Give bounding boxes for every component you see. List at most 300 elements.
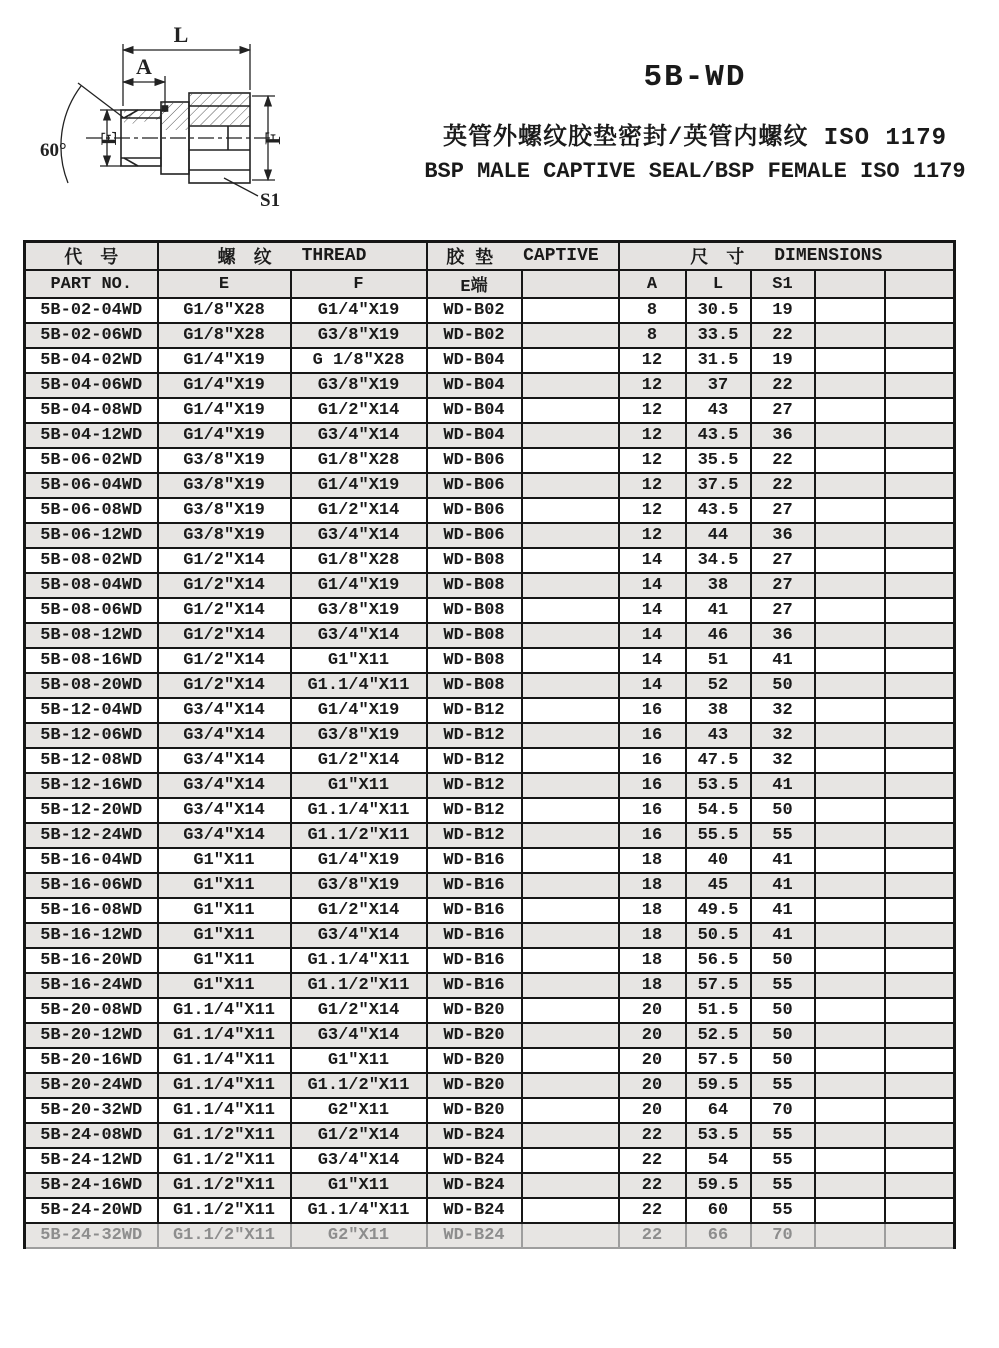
cell-dim-s1: 36 (751, 523, 815, 548)
table-row (25, 873, 955, 898)
cell-dim-l: 59.5 (686, 1073, 751, 1098)
cell-dim-s1: 55 (751, 1073, 815, 1098)
fitting-technical-drawing (28, 20, 293, 218)
cell-dim-l: 41 (686, 598, 751, 623)
cell-dim-extra-1 (815, 1073, 885, 1098)
cell-dim-l: 56.5 (686, 948, 751, 973)
cell-captive-e-end: WD-B12 (427, 798, 522, 823)
cell-dim-a: 14 (619, 673, 686, 698)
cell-dim-extra-2 (885, 873, 955, 898)
cell-dim-extra-1 (815, 923, 885, 948)
cell-captive-e-end: WD-B04 (427, 348, 522, 373)
thread-label-en: THREAD (301, 246, 367, 266)
table-row (25, 723, 955, 748)
table-row (25, 848, 955, 873)
cell-dim-s1: 41 (751, 648, 815, 673)
cell-dim-a: 14 (619, 598, 686, 623)
cell-dim-extra-2 (885, 648, 955, 673)
cell-dim-extra-1 (815, 323, 885, 348)
cell-dim-l: 54.5 (686, 798, 751, 823)
cell-dim-extra-2 (885, 623, 955, 648)
cell-dim-s1: 27 (751, 548, 815, 573)
cell-thread-f: G3/4″X14 (291, 1023, 427, 1048)
cell-thread-f: G2″X11 (291, 1098, 427, 1123)
cell-thread-e: G1″X11 (158, 973, 291, 998)
cell-dim-l: 43.5 (686, 498, 751, 523)
cell-dim-extra-2 (885, 423, 955, 448)
cell-thread-e: G1.1/4″X11 (158, 1023, 291, 1048)
col-header-f: F (291, 270, 427, 298)
table-row (25, 1023, 955, 1048)
cell-thread-f: G1/2″X14 (291, 498, 427, 523)
cell-part-no: 5B-04-08WD (25, 398, 158, 423)
table-row (25, 398, 955, 423)
cell-dim-s1: 19 (751, 348, 815, 373)
cell-dim-s1: 27 (751, 598, 815, 623)
cell-dim-l: 50.5 (686, 923, 751, 948)
cell-thread-f: G3/8″X19 (291, 323, 427, 348)
cell-dim-extra-2 (885, 398, 955, 423)
cell-dim-extra-1 (815, 973, 885, 998)
cell-captive-e-end: WD-B24 (427, 1148, 522, 1173)
cell-captive-e-end: WD-B20 (427, 1098, 522, 1123)
cell-thread-f: G3/4″X14 (291, 923, 427, 948)
cell-dim-a: 12 (619, 523, 686, 548)
cell-part-no: 5B-24-08WD (25, 1123, 158, 1148)
cell-thread-e: G1/4″X19 (158, 423, 291, 448)
cell-dim-extra-2 (885, 498, 955, 523)
cell-dim-s1: 50 (751, 1048, 815, 1073)
cell-thread-e: G3/4″X14 (158, 798, 291, 823)
dim-label-l: L (173, 22, 189, 47)
cell-dim-extra-1 (815, 798, 885, 823)
cell-dim-extra-2 (885, 798, 955, 823)
table-row (25, 548, 955, 573)
cell-dim-extra-1 (815, 398, 885, 423)
cell-dim-l: 35.5 (686, 448, 751, 473)
cell-dim-extra-1 (815, 1148, 885, 1173)
cell-dim-extra-1 (815, 348, 885, 373)
cell-dim-extra-1 (815, 523, 885, 548)
cell-dim-extra-2 (885, 698, 955, 723)
cell-dim-l: 53.5 (686, 773, 751, 798)
cell-dim-extra-1 (815, 723, 885, 748)
cell-captive-e-end: WD-B16 (427, 973, 522, 998)
cell-thread-f: G3/4″X14 (291, 423, 427, 448)
cell-captive-e-end: WD-B08 (427, 673, 522, 698)
cell-thread-e: G1/2″X14 (158, 648, 291, 673)
cell-dim-a: 16 (619, 698, 686, 723)
cell-captive-blank (522, 298, 619, 323)
cell-part-no: 5B-08-20WD (25, 673, 158, 698)
table-row (25, 573, 955, 598)
table-row (25, 748, 955, 773)
cell-captive-blank (522, 923, 619, 948)
cell-dim-extra-2 (885, 473, 955, 498)
cell-thread-e: G1″X11 (158, 923, 291, 948)
cell-dim-s1: 55 (751, 1173, 815, 1198)
cell-dim-extra-1 (815, 773, 885, 798)
cell-thread-f: G3/8″X19 (291, 873, 427, 898)
parts-table-container (23, 240, 953, 1249)
cell-dim-extra-1 (815, 473, 885, 498)
cell-part-no: 5B-04-02WD (25, 348, 158, 373)
cell-dim-s1: 41 (751, 848, 815, 873)
cell-dim-l: 44 (686, 523, 751, 548)
cell-dim-extra-2 (885, 848, 955, 873)
col-header-captive-blank (522, 270, 619, 298)
cell-dim-extra-1 (815, 1023, 885, 1048)
cell-dim-s1: 41 (751, 773, 815, 798)
cell-dim-extra-1 (815, 598, 885, 623)
cell-thread-e: G1.1/4″X11 (158, 998, 291, 1023)
cell-part-no: 5B-24-20WD (25, 1198, 158, 1223)
cell-dim-a: 8 (619, 298, 686, 323)
cell-part-no: 5B-08-12WD (25, 623, 158, 648)
cell-thread-f: G1/8″X28 (291, 548, 427, 573)
cell-captive-e-end: WD-B02 (427, 298, 522, 323)
cell-part-no: 5B-16-12WD (25, 923, 158, 948)
cell-dim-l: 57.5 (686, 973, 751, 998)
cell-captive-blank (522, 1123, 619, 1148)
cell-part-no: 5B-20-08WD (25, 998, 158, 1023)
cell-captive-blank (522, 398, 619, 423)
cell-part-no: 5B-12-04WD (25, 698, 158, 723)
col-header-extra-1 (815, 270, 885, 298)
cell-thread-e: G1.1/2″X11 (158, 1123, 291, 1148)
cell-dim-extra-2 (885, 948, 955, 973)
cell-dim-a: 22 (619, 1223, 686, 1248)
table-row (25, 1173, 955, 1198)
table-row (25, 773, 955, 798)
dim-label-s1: S1 (260, 190, 281, 211)
cell-thread-e: G1.1/2″X11 (158, 1198, 291, 1223)
cell-thread-f: G1.1/4″X11 (291, 673, 427, 698)
cell-captive-e-end: WD-B12 (427, 698, 522, 723)
cell-dim-extra-2 (885, 323, 955, 348)
cell-dim-s1: 70 (751, 1098, 815, 1123)
cell-dim-extra-2 (885, 298, 955, 323)
cell-captive-blank (522, 548, 619, 573)
cell-dim-a: 22 (619, 1198, 686, 1223)
cell-captive-blank (522, 748, 619, 773)
cell-part-no: 5B-20-12WD (25, 1023, 158, 1048)
header-row-sub (25, 270, 955, 298)
cell-dim-extra-2 (885, 598, 955, 623)
cell-dim-extra-2 (885, 1123, 955, 1148)
cell-dim-a: 16 (619, 823, 686, 848)
cell-part-no: 5B-08-02WD (25, 548, 158, 573)
cell-dim-extra-1 (815, 823, 885, 848)
cell-captive-e-end: WD-B16 (427, 923, 522, 948)
cell-captive-blank (522, 498, 619, 523)
table-row (25, 1223, 955, 1248)
cell-thread-e: G1.1/4″X11 (158, 1073, 291, 1098)
table-header (25, 242, 955, 299)
cell-dim-extra-2 (885, 748, 955, 773)
cell-thread-f: G3/8″X19 (291, 723, 427, 748)
cell-captive-e-end: WD-B06 (427, 498, 522, 523)
cell-captive-blank (522, 773, 619, 798)
dim-label-a: A (136, 54, 152, 79)
col-header-part-en: PART NO. (25, 270, 158, 298)
thread-label-cn: 螺 纹 (217, 249, 272, 269)
cell-part-no: 5B-02-06WD (25, 323, 158, 348)
cell-captive-e-end: WD-B02 (427, 323, 522, 348)
cell-thread-f: G1/4″X19 (291, 698, 427, 723)
cell-dim-extra-1 (815, 948, 885, 973)
cell-dim-extra-2 (885, 923, 955, 948)
cell-dim-extra-1 (815, 1223, 885, 1248)
cell-captive-e-end: WD-B04 (427, 373, 522, 398)
table-row (25, 1198, 955, 1223)
cell-dim-extra-2 (885, 823, 955, 848)
cell-dim-extra-2 (885, 448, 955, 473)
cell-thread-f: G1.1/2″X11 (291, 973, 427, 998)
angle-label: 60° (40, 140, 67, 161)
cell-part-no: 5B-16-08WD (25, 898, 158, 923)
table-row (25, 598, 955, 623)
cell-captive-e-end: WD-B08 (427, 573, 522, 598)
cell-thread-e: G3/4″X14 (158, 723, 291, 748)
cell-dim-l: 45 (686, 873, 751, 898)
cell-dim-a: 14 (619, 648, 686, 673)
cell-thread-e: G1.1/2″X11 (158, 1148, 291, 1173)
cell-thread-e: G3/8″X19 (158, 498, 291, 523)
cell-dim-a: 18 (619, 848, 686, 873)
cell-thread-f: G1/4″X19 (291, 848, 427, 873)
cell-thread-f: G1/4″X19 (291, 573, 427, 598)
cell-captive-blank (522, 373, 619, 398)
cell-captive-blank (522, 573, 619, 598)
cell-dim-l: 38 (686, 698, 751, 723)
cell-captive-e-end: WD-B20 (427, 1073, 522, 1098)
cell-part-no: 5B-16-24WD (25, 973, 158, 998)
cell-dim-l: 64 (686, 1098, 751, 1123)
cell-dim-l: 54 (686, 1148, 751, 1173)
cell-dim-extra-1 (815, 623, 885, 648)
cell-dim-l: 43 (686, 398, 751, 423)
captive-label-en: CAPTIVE (523, 246, 599, 266)
cell-dim-l: 37 (686, 373, 751, 398)
cell-dim-s1: 36 (751, 623, 815, 648)
table-row (25, 1098, 955, 1123)
cell-captive-blank (522, 1148, 619, 1173)
cell-dim-s1: 55 (751, 823, 815, 848)
cell-dim-l: 66 (686, 1223, 751, 1248)
cell-part-no: 5B-20-16WD (25, 1048, 158, 1073)
cell-dim-l: 33.5 (686, 323, 751, 348)
cell-dim-a: 14 (619, 623, 686, 648)
cell-dim-a: 20 (619, 1073, 686, 1098)
cell-dim-s1: 50 (751, 798, 815, 823)
cell-dim-a: 18 (619, 948, 686, 973)
cell-captive-e-end: WD-B16 (427, 948, 522, 973)
cell-thread-f: G1.1/4″X11 (291, 1198, 427, 1223)
cell-dim-a: 14 (619, 573, 686, 598)
dims-label-cn: 尺 寸 (690, 249, 745, 269)
cell-dim-s1: 41 (751, 923, 815, 948)
cell-part-no: 5B-20-32WD (25, 1098, 158, 1123)
cell-captive-blank (522, 423, 619, 448)
cell-dim-l: 51 (686, 648, 751, 673)
cell-captive-blank (522, 898, 619, 923)
cell-captive-blank (522, 1173, 619, 1198)
cell-thread-f: G1/8″X28 (291, 448, 427, 473)
cell-dim-s1: 50 (751, 998, 815, 1023)
cell-part-no: 5B-06-12WD (25, 523, 158, 548)
table-body (25, 298, 955, 1248)
cell-dim-extra-2 (885, 1048, 955, 1073)
cell-dim-a: 12 (619, 423, 686, 448)
table-row (25, 698, 955, 723)
dim-label-f: F (260, 131, 285, 145)
cell-thread-f: G1/4″X19 (291, 473, 427, 498)
cell-part-no: 5B-24-16WD (25, 1173, 158, 1198)
table-row (25, 373, 955, 398)
cell-captive-e-end: WD-B16 (427, 848, 522, 873)
cell-dim-s1: 27 (751, 573, 815, 598)
cell-captive-blank (522, 848, 619, 873)
cell-dim-extra-2 (885, 348, 955, 373)
cell-dim-l: 30.5 (686, 298, 751, 323)
cell-captive-e-end: WD-B08 (427, 598, 522, 623)
cell-captive-e-end: WD-B24 (427, 1123, 522, 1148)
cell-part-no: 5B-04-12WD (25, 423, 158, 448)
cell-captive-blank (522, 523, 619, 548)
cell-dim-extra-1 (815, 1198, 885, 1223)
col-header-extra-2 (885, 270, 955, 298)
cell-part-no: 5B-02-04WD (25, 298, 158, 323)
cell-part-no: 5B-08-16WD (25, 648, 158, 673)
cell-dim-a: 22 (619, 1148, 686, 1173)
table-row (25, 973, 955, 998)
cell-thread-e: G1/2″X14 (158, 673, 291, 698)
cell-captive-blank (522, 1223, 619, 1248)
cell-dim-extra-1 (815, 448, 885, 473)
cell-thread-e: G1.1/4″X11 (158, 1098, 291, 1123)
cell-thread-e: G1/2″X14 (158, 548, 291, 573)
cell-dim-extra-2 (885, 1073, 955, 1098)
cell-dim-extra-1 (815, 298, 885, 323)
col-header-e: E (158, 270, 291, 298)
cell-captive-blank (522, 323, 619, 348)
cell-dim-a: 8 (619, 323, 686, 348)
cell-dim-extra-1 (815, 1173, 885, 1198)
cell-thread-f: G1.1/2″X11 (291, 823, 427, 848)
dim-label-e: E (96, 130, 121, 146)
cell-dim-extra-2 (885, 898, 955, 923)
cell-dim-l: 59.5 (686, 1173, 751, 1198)
col-header-part-cn: 代 号 (25, 242, 158, 271)
cell-dim-s1: 41 (751, 898, 815, 923)
cell-captive-blank (522, 648, 619, 673)
cell-thread-f: G3/4″X14 (291, 1148, 427, 1173)
cell-part-no: 5B-20-24WD (25, 1073, 158, 1098)
cell-dim-s1: 22 (751, 323, 815, 348)
cell-dim-s1: 32 (751, 698, 815, 723)
table-row (25, 798, 955, 823)
cell-dim-a: 12 (619, 473, 686, 498)
cell-captive-e-end: WD-B06 (427, 448, 522, 473)
cell-dim-extra-2 (885, 373, 955, 398)
cell-part-no: 5B-12-20WD (25, 798, 158, 823)
cell-thread-e: G1″X11 (158, 848, 291, 873)
cell-thread-f: G1″X11 (291, 648, 427, 673)
cell-thread-e: G1.1/2″X11 (158, 1173, 291, 1198)
cell-dim-s1: 55 (751, 1148, 815, 1173)
cell-dim-extra-2 (885, 1148, 955, 1173)
cell-thread-e: G1″X11 (158, 948, 291, 973)
cell-captive-e-end: WD-B20 (427, 998, 522, 1023)
cell-captive-e-end: WD-B12 (427, 748, 522, 773)
cell-thread-e: G1/4″X19 (158, 373, 291, 398)
cell-part-no: 5B-06-02WD (25, 448, 158, 473)
cell-part-no: 5B-12-06WD (25, 723, 158, 748)
cell-captive-blank (522, 698, 619, 723)
cell-thread-e: G3/4″X14 (158, 698, 291, 723)
cell-thread-f: G1.1/4″X11 (291, 948, 427, 973)
table-row (25, 1048, 955, 1073)
table-row (25, 473, 955, 498)
cell-part-no: 5B-12-16WD (25, 773, 158, 798)
cell-dim-s1: 36 (751, 423, 815, 448)
cell-captive-e-end: WD-B20 (427, 1048, 522, 1073)
cell-thread-f: G2″X11 (291, 1223, 427, 1248)
cell-dim-a: 12 (619, 348, 686, 373)
table-row (25, 923, 955, 948)
cell-dim-extra-1 (815, 748, 885, 773)
cell-thread-e: G1″X11 (158, 898, 291, 923)
cell-thread-f: G3/4″X14 (291, 523, 427, 548)
cell-captive-blank (522, 948, 619, 973)
cell-dim-a: 22 (619, 1173, 686, 1198)
cell-dim-a: 18 (619, 923, 686, 948)
cell-dim-s1: 70 (751, 1223, 815, 1248)
cell-thread-e: G3/8″X19 (158, 473, 291, 498)
cell-dim-a: 18 (619, 873, 686, 898)
cell-captive-e-end: WD-B12 (427, 823, 522, 848)
cell-dim-extra-1 (815, 423, 885, 448)
cell-dim-s1: 55 (751, 1198, 815, 1223)
table-row (25, 1123, 955, 1148)
cell-thread-f: G1.1/4″X11 (291, 798, 427, 823)
cell-thread-f: G1/2″X14 (291, 998, 427, 1023)
cell-thread-e: G3/4″X14 (158, 773, 291, 798)
cell-dim-l: 55.5 (686, 823, 751, 848)
cell-dim-extra-1 (815, 1123, 885, 1148)
cell-captive-blank (522, 998, 619, 1023)
cell-dim-extra-1 (815, 498, 885, 523)
cell-part-no: 5B-24-12WD (25, 1148, 158, 1173)
cell-captive-e-end: WD-B16 (427, 873, 522, 898)
cell-thread-f: G 1/8″X28 (291, 348, 427, 373)
cell-dim-a: 18 (619, 898, 686, 923)
cell-dim-a: 20 (619, 998, 686, 1023)
cell-dim-a: 14 (619, 548, 686, 573)
cell-dim-extra-1 (815, 998, 885, 1023)
cell-dim-a: 12 (619, 498, 686, 523)
cell-thread-e: G1.1/2″X11 (158, 1223, 291, 1248)
cell-thread-f: G3/4″X14 (291, 623, 427, 648)
col-header-captive (427, 242, 619, 271)
cell-captive-blank (522, 598, 619, 623)
cell-part-no: 5B-16-06WD (25, 873, 158, 898)
cell-captive-blank (522, 673, 619, 698)
cell-dim-s1: 27 (751, 398, 815, 423)
cell-captive-e-end: WD-B06 (427, 473, 522, 498)
cell-captive-e-end: WD-B16 (427, 898, 522, 923)
